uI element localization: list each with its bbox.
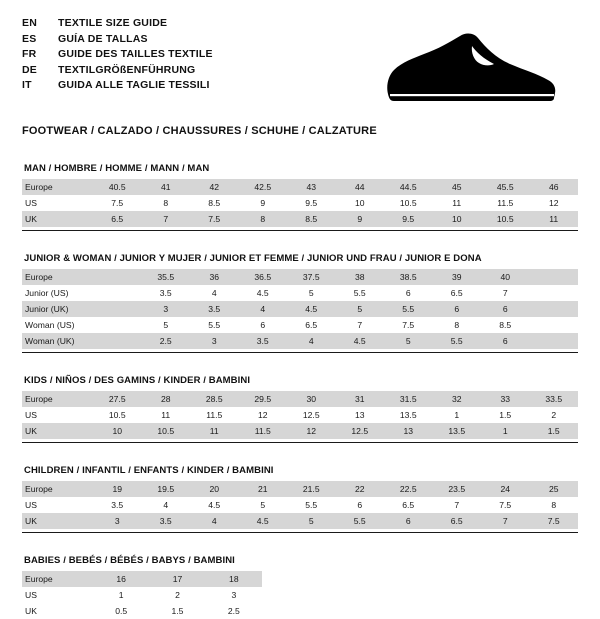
- table-row: [22, 179, 578, 195]
- cell: 7.5: [384, 317, 433, 333]
- divider: [22, 532, 578, 533]
- table-row: [22, 513, 578, 529]
- cell: 11: [433, 195, 482, 211]
- cell: 1: [433, 407, 482, 423]
- cell: 41: [142, 179, 191, 195]
- cell: 7: [481, 513, 530, 529]
- language-code: FR: [22, 48, 37, 60]
- cell: 42.5: [239, 179, 288, 195]
- cell: 6: [481, 333, 530, 349]
- cell: 11: [190, 423, 239, 439]
- row-label: UK: [22, 603, 93, 619]
- cell: 7: [481, 285, 530, 301]
- row-label: US: [22, 407, 93, 423]
- row-label: Europe: [22, 571, 93, 587]
- cell: 31.5: [384, 391, 433, 407]
- cell: 24: [481, 481, 530, 497]
- cell: 10: [93, 423, 142, 439]
- cell: 13: [336, 407, 385, 423]
- cell: 38.5: [384, 269, 433, 285]
- cell: 3: [206, 587, 262, 603]
- cell: 3.5: [93, 497, 142, 513]
- cell: 7.5: [530, 513, 579, 529]
- cell: 40.5: [93, 179, 142, 195]
- cell: [530, 317, 579, 333]
- row-label: Junior (US): [22, 285, 93, 301]
- cell: 44.5: [384, 179, 433, 195]
- cell: 6.5: [433, 285, 482, 301]
- cell: 6: [384, 513, 433, 529]
- size-group-junior-woman: [22, 253, 578, 353]
- cell: 29.5: [239, 391, 288, 407]
- cell: 22: [336, 481, 385, 497]
- cell: 4: [190, 285, 239, 301]
- cell: 35.5: [142, 269, 191, 285]
- size-group-man: [22, 163, 578, 231]
- cell: 1: [93, 587, 149, 603]
- cell: 4.5: [287, 301, 336, 317]
- table-row: [22, 285, 578, 301]
- cell: [93, 301, 142, 317]
- cell: 5: [287, 285, 336, 301]
- cell: 8.5: [481, 317, 530, 333]
- cell: 11.5: [239, 423, 288, 439]
- cell: 7: [336, 317, 385, 333]
- cell: 11: [530, 211, 579, 227]
- footwear-section-title: FOOTWEAR / CALZADO / CHAUSSURES / SCHUHE / CALZATURE: [22, 125, 377, 137]
- group-title: CHILDREN / INFANTIL / ENFANTS / KINDER / BAMBINI: [24, 465, 274, 476]
- cell: 40: [481, 269, 530, 285]
- size-table: [22, 571, 262, 619]
- cell: 5.5: [190, 317, 239, 333]
- cell: 23.5: [433, 481, 482, 497]
- cell: [93, 285, 142, 301]
- cell: 6.5: [433, 513, 482, 529]
- cell: 5.5: [433, 333, 482, 349]
- table-row: [22, 603, 262, 619]
- cell: 8: [433, 317, 482, 333]
- cell: 12.5: [287, 407, 336, 423]
- cell: 19: [93, 481, 142, 497]
- cell: 13.5: [384, 407, 433, 423]
- table-row: [22, 391, 578, 407]
- table-row: [22, 481, 578, 497]
- cell: 3.5: [190, 301, 239, 317]
- cell: 7.5: [481, 497, 530, 513]
- cell: 4: [287, 333, 336, 349]
- cell: 36.5: [239, 269, 288, 285]
- cell: 21.5: [287, 481, 336, 497]
- cell: 22.5: [384, 481, 433, 497]
- group-title: MAN / HOMBRE / HOMME / MANN / MAN: [24, 163, 210, 174]
- cell: 4.5: [190, 497, 239, 513]
- row-label: Junior (UK): [22, 301, 93, 317]
- cell: 6: [239, 317, 288, 333]
- cell: 1: [481, 423, 530, 439]
- size-table: [22, 179, 578, 227]
- row-label: US: [22, 587, 93, 603]
- cell: 3.5: [142, 513, 191, 529]
- cell: 10: [433, 211, 482, 227]
- table-row: [22, 301, 578, 317]
- cell: 4: [190, 513, 239, 529]
- cell: 5.5: [384, 301, 433, 317]
- cell: 21: [239, 481, 288, 497]
- table-row: [22, 423, 578, 439]
- cell: 4: [142, 497, 191, 513]
- cell: 3: [190, 333, 239, 349]
- cell: 32: [433, 391, 482, 407]
- cell: 5: [142, 317, 191, 333]
- cell: 5.5: [287, 497, 336, 513]
- cell: 10.5: [481, 211, 530, 227]
- size-table: [22, 391, 578, 439]
- size-table: [22, 269, 578, 349]
- cell: 17: [149, 571, 205, 587]
- cell: [530, 269, 579, 285]
- size-group-children: [22, 465, 578, 533]
- cell: 6: [336, 497, 385, 513]
- cell: [93, 269, 142, 285]
- cell: 13.5: [433, 423, 482, 439]
- cell: 11.5: [190, 407, 239, 423]
- cell: 19.5: [142, 481, 191, 497]
- cell: 8.5: [287, 211, 336, 227]
- language-title: GUIDA ALLE TAGLIE TESSILI: [58, 79, 210, 91]
- table-row: [22, 195, 578, 211]
- language-code: EN: [22, 17, 37, 29]
- language-code: IT: [22, 79, 32, 91]
- cell: 12: [239, 407, 288, 423]
- cell: 8: [530, 497, 579, 513]
- cell: [93, 317, 142, 333]
- row-label: Europe: [22, 269, 93, 285]
- cell: 10.5: [384, 195, 433, 211]
- cell: 6.5: [93, 211, 142, 227]
- dress-shoe-icon: [380, 32, 560, 109]
- cell: 1.5: [481, 407, 530, 423]
- cell: 9.5: [384, 211, 433, 227]
- table-row: [22, 497, 578, 513]
- divider: [22, 230, 578, 231]
- cell: [530, 301, 579, 317]
- language-row: [22, 63, 213, 79]
- cell: 43: [287, 179, 336, 195]
- cell: 5.5: [336, 513, 385, 529]
- cell: 6: [481, 301, 530, 317]
- cell: 2.5: [206, 603, 262, 619]
- cell: 11.5: [481, 195, 530, 211]
- cell: 2: [149, 587, 205, 603]
- cell: 5.5: [336, 285, 385, 301]
- group-title: BABIES / BEBÉS / BÉBÉS / BABYS / BAMBINI: [24, 555, 235, 566]
- cell: 3.5: [239, 333, 288, 349]
- cell: 3: [93, 513, 142, 529]
- cell: 30: [287, 391, 336, 407]
- cell: 7.5: [190, 211, 239, 227]
- cell: 3: [142, 301, 191, 317]
- divider: [22, 442, 578, 443]
- language-title: GUIDE DES TAILLES TEXTILE: [58, 48, 213, 60]
- cell: [93, 333, 142, 349]
- cell: 12: [287, 423, 336, 439]
- language-row: [22, 78, 213, 94]
- cell: 12: [530, 195, 579, 211]
- cell: 7.5: [93, 195, 142, 211]
- cell: 6: [384, 285, 433, 301]
- size-group-babies: [22, 555, 578, 619]
- size-table: [22, 481, 578, 529]
- cell: 6.5: [287, 317, 336, 333]
- cell: 18: [206, 571, 262, 587]
- divider: [22, 352, 578, 353]
- cell: 45.5: [481, 179, 530, 195]
- table-row: [22, 587, 262, 603]
- cell: 5: [287, 513, 336, 529]
- cell: 44: [336, 179, 385, 195]
- row-label: Woman (UK): [22, 333, 93, 349]
- language-title: TEXTILGRÖßENFÜHRUNG: [58, 63, 196, 76]
- cell: [530, 333, 579, 349]
- cell: 4.5: [239, 513, 288, 529]
- cell: 4: [239, 301, 288, 317]
- row-label: Europe: [22, 391, 93, 407]
- table-row: [22, 407, 578, 423]
- cell: 0.5: [93, 603, 149, 619]
- cell: 7: [142, 211, 191, 227]
- cell: 46: [530, 179, 579, 195]
- cell: 1.5: [149, 603, 205, 619]
- cell: 36: [190, 269, 239, 285]
- row-label: Europe: [22, 179, 93, 195]
- cell: 27.5: [93, 391, 142, 407]
- row-label: UK: [22, 513, 93, 529]
- language-code: ES: [22, 32, 37, 45]
- header: [22, 16, 578, 109]
- cell: 5: [336, 301, 385, 317]
- row-label: UK: [22, 423, 93, 439]
- cell: 5: [239, 497, 288, 513]
- cell: 33: [481, 391, 530, 407]
- cell: 9: [239, 195, 288, 211]
- cell: 10: [336, 195, 385, 211]
- cell: 39: [433, 269, 482, 285]
- cell: 33.5: [530, 391, 579, 407]
- cell: 25: [530, 481, 579, 497]
- cell: 7: [433, 497, 482, 513]
- row-label: Woman (US): [22, 317, 93, 333]
- cell: 11: [142, 407, 191, 423]
- group-title: JUNIOR & WOMAN / JUNIOR Y MUJER / JUNIOR ET FEMME / JUNIOR UND FRAU / JUNIOR E DONA: [24, 253, 482, 264]
- cell: 28: [142, 391, 191, 407]
- cell: 2: [530, 407, 579, 423]
- language-title: GUÍA DE TALLAS: [58, 32, 148, 45]
- cell: 6: [433, 301, 482, 317]
- cell: 6.5: [384, 497, 433, 513]
- cell: 9.5: [287, 195, 336, 211]
- cell: 1.5: [530, 423, 579, 439]
- language-code: DE: [22, 63, 37, 76]
- table-row: [22, 333, 578, 349]
- cell: 10.5: [142, 423, 191, 439]
- cell: 38: [336, 269, 385, 285]
- language-title: TEXTILE SIZE GUIDE: [58, 17, 168, 29]
- cell: 31: [336, 391, 385, 407]
- cell: 42: [190, 179, 239, 195]
- cell: 10.5: [93, 407, 142, 423]
- cell: 8: [142, 195, 191, 211]
- cell: 5: [384, 333, 433, 349]
- language-row: [22, 32, 213, 48]
- table-row: [22, 571, 262, 587]
- language-row: [22, 16, 213, 32]
- cell: 3.5: [142, 285, 191, 301]
- cell: [530, 285, 579, 301]
- cell: 37.5: [287, 269, 336, 285]
- table-row: [22, 211, 578, 227]
- table-row: [22, 317, 578, 333]
- cell: 16: [93, 571, 149, 587]
- table-row: [22, 269, 578, 285]
- cell: 2.5: [142, 333, 191, 349]
- cell: 9: [336, 211, 385, 227]
- cell: 12.5: [336, 423, 385, 439]
- language-row: [22, 47, 213, 63]
- row-label: US: [22, 497, 93, 513]
- cell: 45: [433, 179, 482, 195]
- cell: 28.5: [190, 391, 239, 407]
- cell: 4.5: [239, 285, 288, 301]
- row-label: UK: [22, 211, 93, 227]
- group-title: KIDS / NIÑOS / DES GAMINS / KINDER / BAMBINI: [24, 375, 251, 386]
- cell: 13: [384, 423, 433, 439]
- cell: 20: [190, 481, 239, 497]
- row-label: US: [22, 195, 93, 211]
- cell: 8: [239, 211, 288, 227]
- language-title-list: [22, 16, 213, 94]
- row-label: Europe: [22, 481, 93, 497]
- size-group-kids: [22, 375, 578, 443]
- cell: 4.5: [336, 333, 385, 349]
- cell: 8.5: [190, 195, 239, 211]
